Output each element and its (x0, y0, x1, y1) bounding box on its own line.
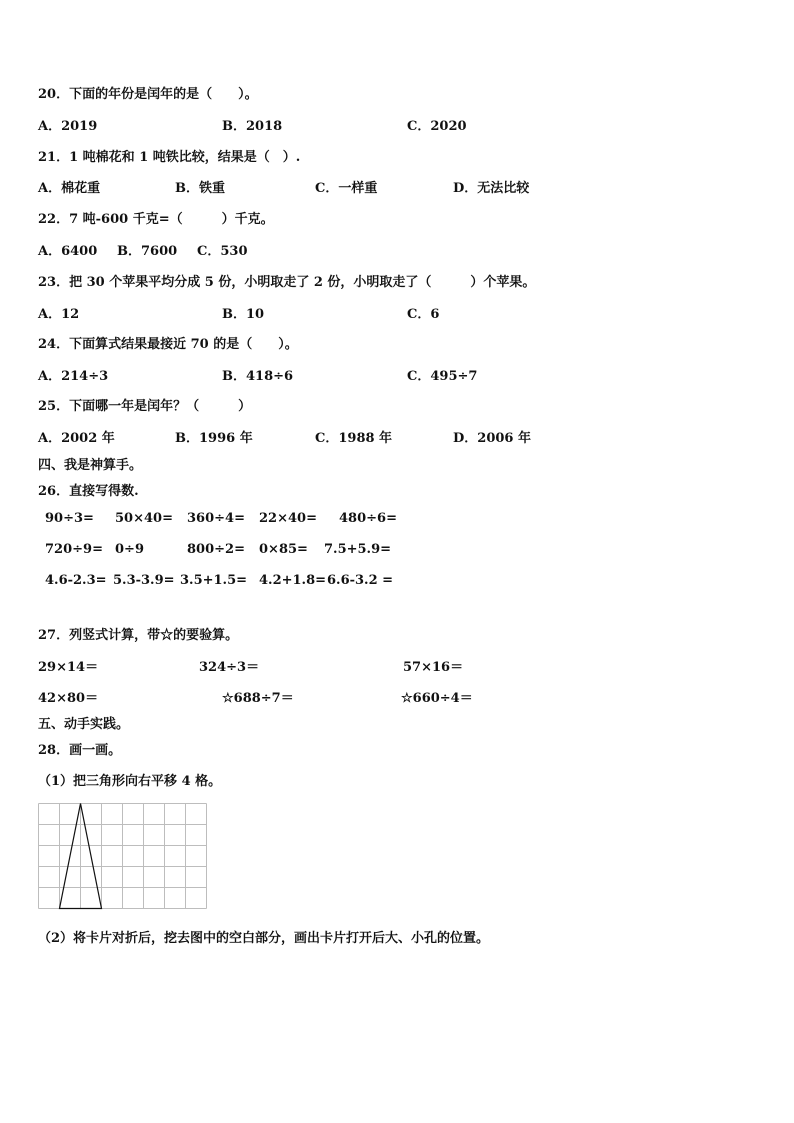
q26-item: 360÷4= (187, 511, 245, 526)
question-28-stem: 28．画一画。 (38, 743, 122, 758)
square-grid (38, 803, 208, 914)
q26-item: 22×40= (259, 511, 317, 526)
q26-item: 3.5+1.5= (180, 573, 248, 588)
q26-item: 720÷9= (45, 542, 103, 557)
section-5-heading: 五、动手实践。 (38, 717, 130, 732)
q26-item: 0÷9 (115, 542, 144, 557)
q23-option-c: C．6 (407, 307, 440, 322)
q20-option-c: C．2020 (407, 119, 467, 134)
q25-option-c: C．1988 年 (315, 431, 393, 446)
q25-option-a: A．2002 年 (38, 431, 115, 446)
q22-option-c: C．530 (197, 244, 248, 259)
question-21-stem: 21．1 吨棉花和 1 吨铁比较，结果是（ ）. (38, 150, 301, 165)
q25-option-b: B．1996 年 (175, 431, 253, 446)
q27-item: 29×14＝ (38, 660, 99, 675)
q27-item: 42×80＝ (38, 691, 99, 706)
section-4-heading: 四、我是神算手。 (38, 458, 143, 473)
question-24-stem: 24．下面算式结果最接近 70 的是（ ）。 (38, 337, 298, 352)
q23-option-a: A．12 (38, 307, 80, 322)
q21-option-b: B．铁重 (175, 181, 225, 196)
q26-item: 6.6-3.2 = (327, 573, 394, 588)
q21-option-d: D．无法比较 (453, 181, 530, 196)
q20-option-a: A．2019 (38, 119, 98, 134)
q21-option-a: A．棉花重 (38, 181, 101, 196)
q22-option-b: B．7600 (117, 244, 178, 259)
q27-item: 324÷3＝ (199, 660, 260, 675)
q26-item: 480÷6= (339, 511, 397, 526)
q24-option-b: B．418÷6 (222, 369, 294, 384)
grid-drawing-area (38, 803, 208, 910)
question-27-stem: 27．列竖式计算，带☆的要验算。 (38, 628, 239, 643)
q26-item: 4.2+1.8= (259, 573, 327, 588)
q26-item: 50×40= (115, 511, 173, 526)
q27-item: 57×16＝ (403, 660, 464, 675)
q25-option-d: D．2006 年 (453, 431, 531, 446)
question-20-stem: 20．下面的年份是闰年的是（ ）。 (38, 87, 258, 102)
question-26-stem: 26．直接写得数. (38, 484, 139, 499)
q23-option-b: B．10 (222, 307, 265, 322)
q24-option-a: A．214÷3 (38, 369, 109, 384)
q27-item: ☆660÷4＝ (401, 691, 473, 706)
q26-item: 4.6-2.3= (45, 573, 107, 588)
q24-option-c: C．495÷7 (407, 369, 478, 384)
q28-part-2: （2）将卡片对折后，挖去图中的空白部分，画出卡片打开后大、小孔的位置。 (38, 931, 490, 946)
q26-item: 800÷2= (187, 542, 245, 557)
q21-option-c: C．一样重 (315, 181, 378, 196)
question-25-stem: 25．下面哪一年是闰年？（ ） (38, 399, 252, 414)
q26-item: 90÷3= (45, 511, 94, 526)
question-23-stem: 23．把 30 个苹果平均分成 5 份，小明取走了 2 份，小明取走了（ ）个苹果。 (38, 275, 536, 290)
q26-item: 0×85= (259, 542, 308, 557)
question-22-stem: 22．7 吨-600 千克=（ ）千克。 (38, 212, 274, 227)
q22-option-a: A．6400 (38, 244, 98, 259)
q26-item: 7.5+5.9= (324, 542, 392, 557)
q27-item: ☆688÷7＝ (222, 691, 294, 706)
q26-item: 5.3-3.9= (113, 573, 175, 588)
q20-option-b: B．2018 (222, 119, 283, 134)
q28-part-1: （1）把三角形向右平移 4 格。 (38, 774, 222, 789)
